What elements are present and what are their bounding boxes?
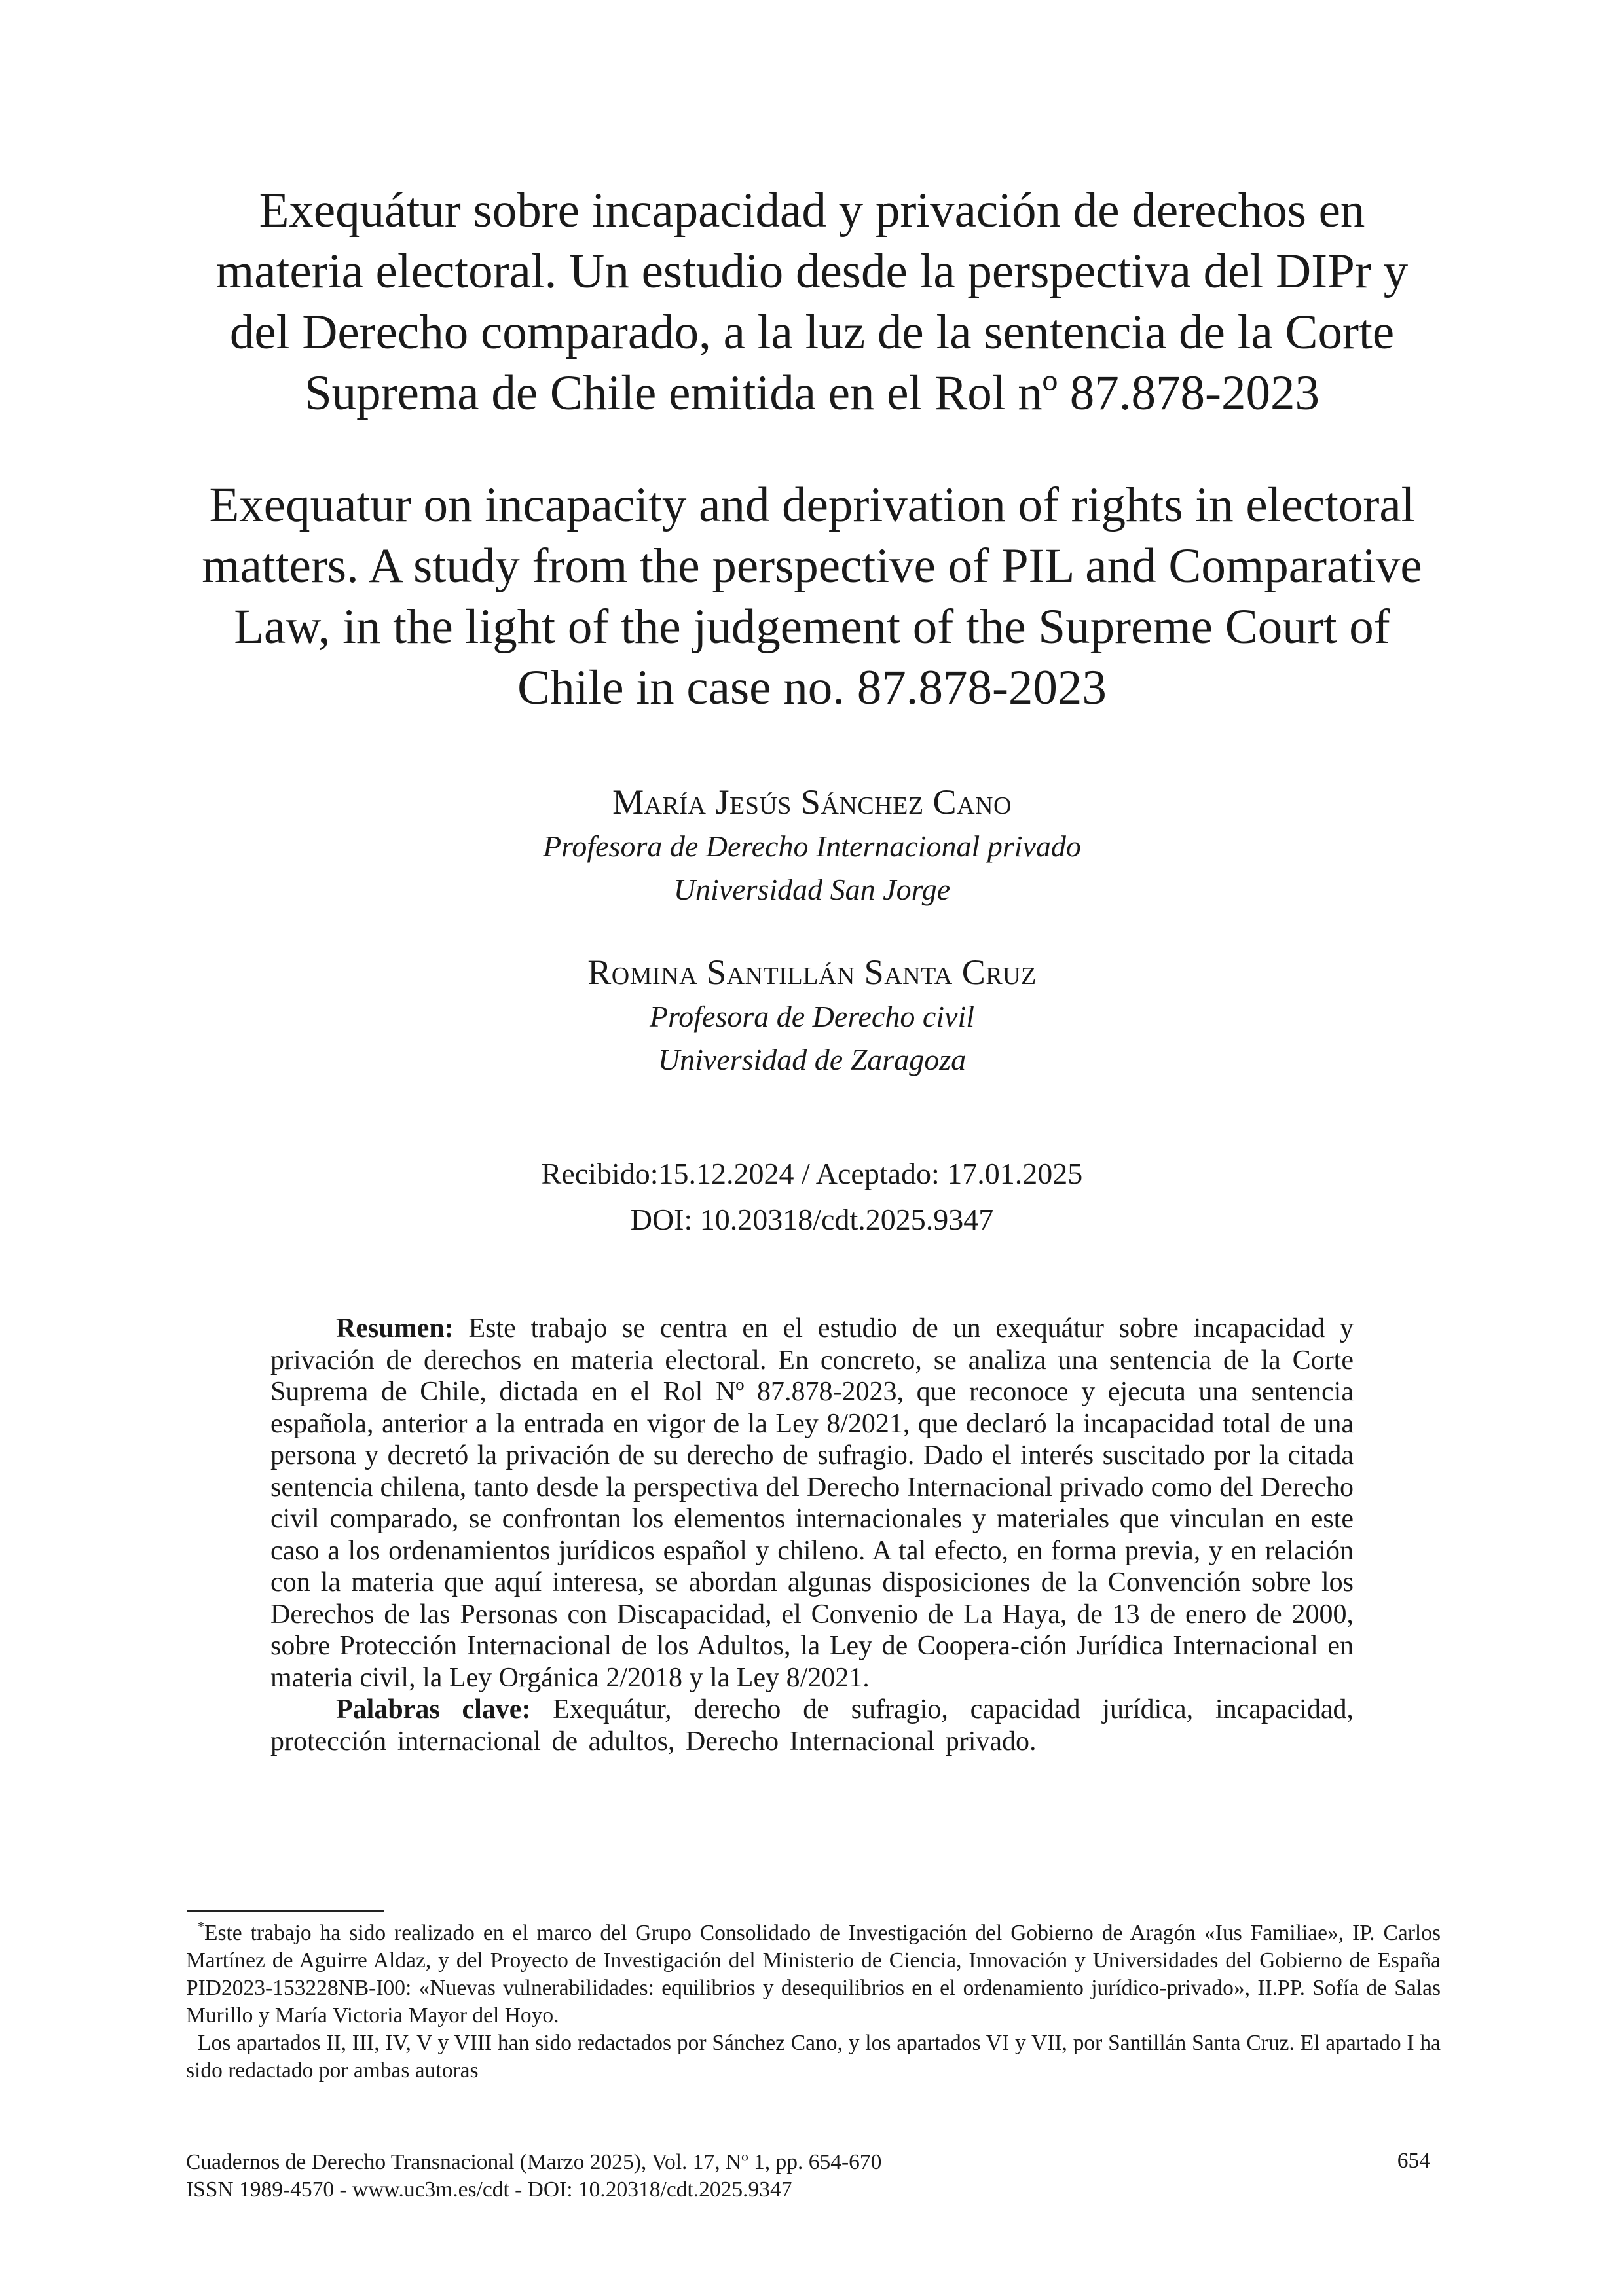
publication-dates [190, 1151, 1434, 1243]
title-english-line: matters. A study from the perspective of PIL and Comparative [202, 539, 1422, 593]
author-entry [190, 949, 1434, 1082]
title-english-line: Chile in case no. 87.878-2023 [517, 661, 1107, 715]
page-number: 654 [1397, 2149, 1430, 2173]
footnote-text: Los apartados II, III, IV, V y VIII han sido redactados por Sánchez Cano, y los apartados VI y VII, por Santillán Santa Cruz. El apartado I ha sido redactado por ambas autoras [186, 2031, 1441, 2083]
keywords-paragraph [270, 1694, 1354, 1757]
issn-line: ISSN 1989-4570 - www.uc3m.es/cdt - DOI: 10.20318/cdt.2025.9347 [186, 2178, 792, 2202]
keywords-label: Palabras clave: [336, 1694, 531, 1724]
title-spanish-line: del Derecho comparado, a la luz de la sentencia de la Corte [229, 305, 1395, 359]
title-english-line: Exequatur on incapacity and deprivation of rights in electoral [209, 478, 1415, 532]
author-institution: Universidad San Jorge [673, 873, 951, 906]
abstract-text: Este trabajo se centra en el estudio de un exequátur sobre incapacidad y privación de derechos en materia electoral. En concreto, se analiza una sentencia de la Corte Suprema de Chile, dictada en el Rol Nº 87.878-2023, que reconoce y ejecuta una sentencia española, anterior a la entrada en vigor de la Ley 8/2021, que declaró la incapacidad total de una persona y decretó la privación de su derecho de sufragio. Dado el interés suscitado por la citada sentencia chilena, tanto desde la perspectiva del Derecho Internacional privado como del Derecho civil comparado, se confrontan los elementos internacionales y materiales que vinculan en este caso a los ordenamientos jurídicos español y chileno. A tal efecto, en forma previa, y en relación con la materia que aquí interesa, se abordan algunas disposiciones de la Convención sobre los Derechos de las Personas con Discapacidad, el Convenio de La Haya, de 13 de enero de 2000, sobre Protección Internacional de los Adultos, la Ley de Coopera-ción Jurídica Internacional en materia civil, la Ley Orgánica 2/2018 y la Ley 8/2021. [270, 1313, 1354, 1693]
title-spanish-line: Suprema de Chile emitida en el Rol nº 87.878-2023 [304, 366, 1320, 420]
author-name: María Jesús Sánchez Cano [612, 782, 1012, 822]
title-spanish [190, 180, 1434, 424]
author-institution: Universidad de Zaragoza [657, 1043, 967, 1076]
footnotes [186, 1920, 1441, 2085]
footnote-separator [187, 1910, 384, 1912]
author-entry [190, 779, 1434, 911]
page-footer [186, 2149, 1430, 2204]
journal-citation: Cuadernos de Derecho Transnacional (Marzo 2025), Vol. 17, Nº 1, pp. 654-670 [186, 2150, 882, 2174]
footnote-marker: * [198, 1920, 204, 1934]
title-spanish-line: materia electoral. Un estudio desde la perspectiva del DIPr y [215, 244, 1409, 299]
footnote [186, 2030, 1441, 2085]
author-position: Profesora de Derecho Internacional privado [543, 829, 1081, 863]
footnote-text: Este trabajo ha sido realizado en el marco del Grupo Consolidado de Investigación del Gobierno de Aragón «Ius Familiae», IP. Carlos Martínez de Aguirre Aldaz, y del Proyecto de Investigación del Ministerio de Ciencia, Innovación y Universidades del Gobierno de España PID2023-153228NB-I00: «Nuevas vulnerabilidades: equilibrios y desequilibrios en el ordenamiento jurídico-privado», II.PP. Sofía de Salas Murillo y María Victoria Mayor del Hoyo. [186, 1921, 1441, 2028]
abstract-paragraph [270, 1313, 1354, 1694]
received-accepted-dates: Recibido:15.12.2024 / Aceptado: 17.01.2025 [541, 1157, 1083, 1190]
footnote [186, 1920, 1441, 2030]
doi-link[interactable]: DOI: 10.20318/cdt.2025.9347 [630, 1203, 994, 1236]
author-position: Profesora de Derecho civil [649, 1000, 975, 1033]
title-spanish-line: Exequátur sobre incapacidad y privación de derechos en [259, 183, 1365, 238]
title-english [190, 475, 1434, 718]
author-name: Romina Santillán Santa Cruz [587, 953, 1037, 992]
abstract-label: Resumen: [336, 1313, 454, 1343]
title-english-line: Law, in the light of the judgement of the Supreme Court of [234, 600, 1390, 654]
abstract-section [270, 1313, 1354, 1757]
keywords-text: Exequátur, derecho de sufragio, capacidad jurídica, incapacidad, protección internacional de adultos, Derecho Internacional privado. [270, 1694, 1354, 1757]
